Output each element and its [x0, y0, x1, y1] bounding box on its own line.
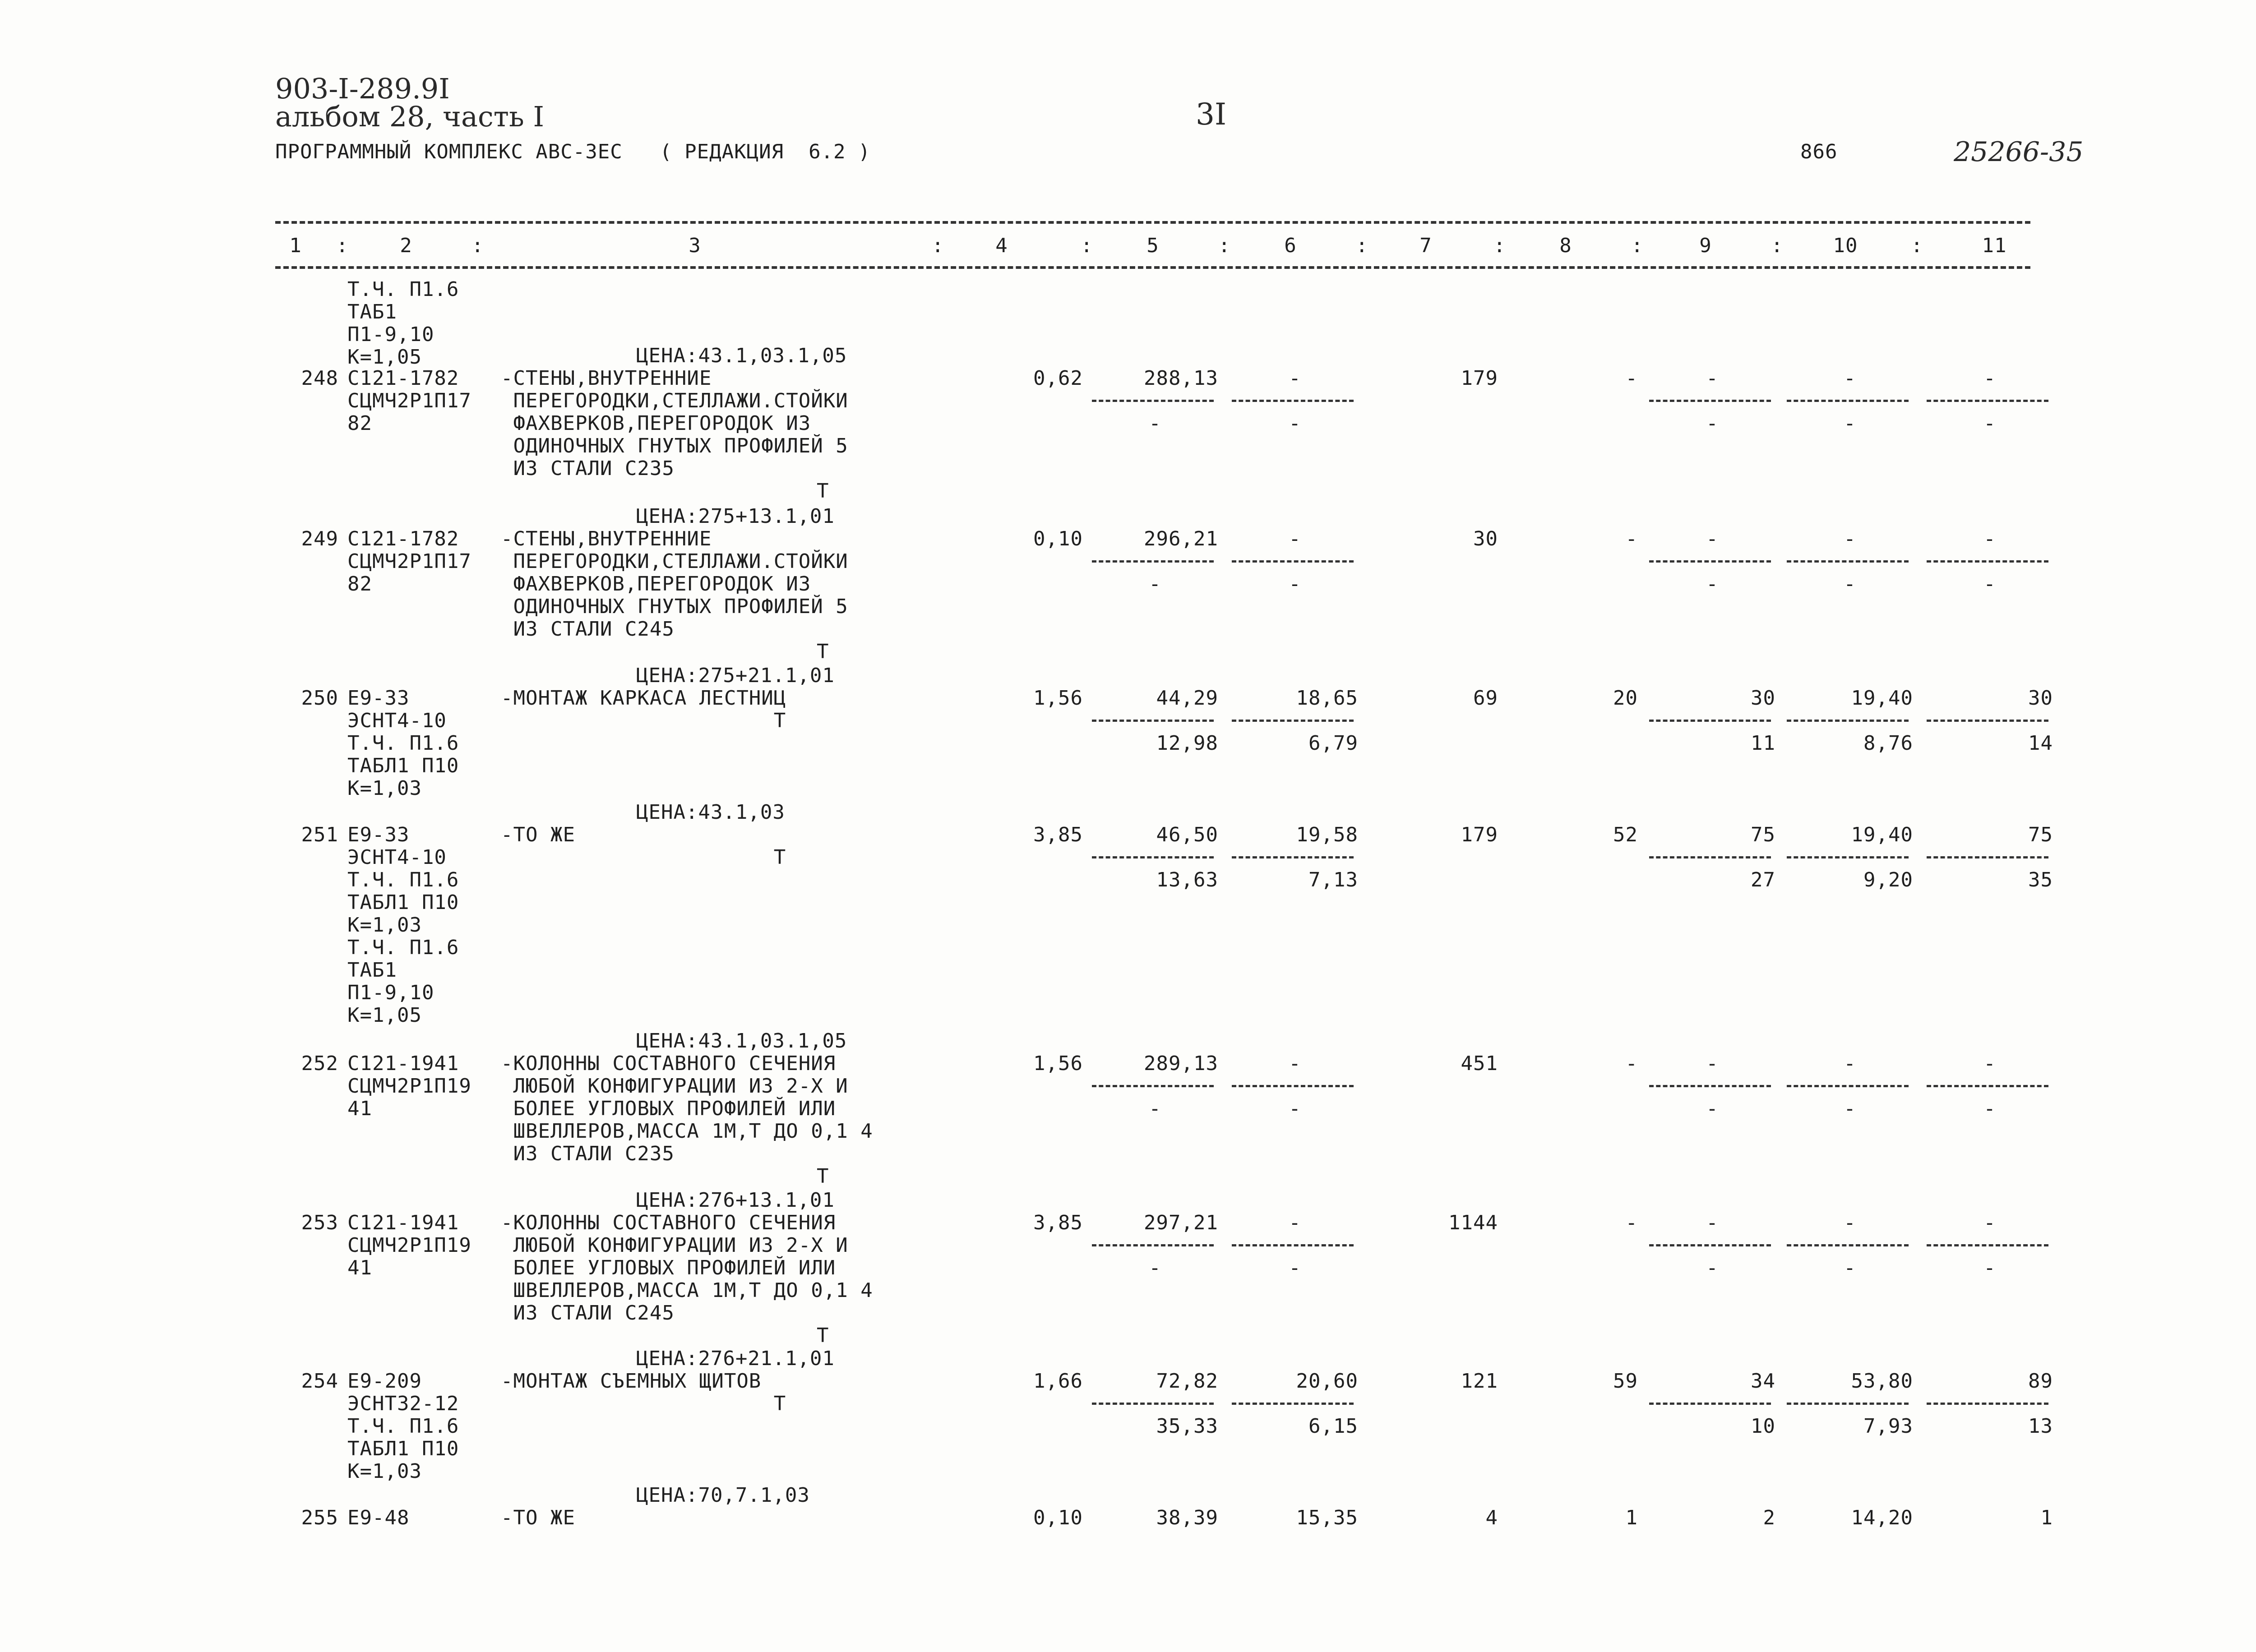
code-line: С121-1941	[347, 1211, 459, 1234]
code-line: Е9-33	[347, 823, 410, 846]
column-header-9: 9	[1699, 234, 1712, 257]
description-line: ШВЕЛЛЕРОВ,МАССА 1М,Т ДО 0,1 4	[501, 1120, 873, 1143]
unit-t-mark: Т	[817, 640, 829, 663]
value-c6-top: 18,65	[1296, 687, 1358, 710]
row-number: 249	[301, 527, 338, 550]
value-c4: 3,85	[1033, 823, 1083, 846]
value-c10-bottom: 9,20	[1863, 868, 1913, 891]
value-c5-top: 46,50	[1156, 823, 1218, 846]
price-line: ЦЕНА:275+13.1,01	[636, 505, 835, 528]
code-line: ТАБ1	[347, 959, 397, 982]
value-c10-top: 19,40	[1851, 823, 1913, 846]
description-line: ИЗ СТАЛИ С245	[501, 618, 675, 641]
price-line: ЦЕНА:43.1,03	[636, 801, 785, 824]
value-c9-bottom: 10	[1751, 1415, 1775, 1438]
value-c6-top: -	[1289, 527, 1301, 550]
value-c7: 69	[1473, 687, 1498, 710]
code-line: Т.Ч. П1.6	[347, 868, 459, 891]
value-c10-bottom: -	[1844, 1097, 1856, 1120]
value-c9-bottom: -	[1706, 572, 1719, 595]
sum-dash-9	[1649, 1085, 1771, 1087]
sum-dash-6	[1232, 1403, 1354, 1405]
page-number: 3I	[1196, 97, 1227, 132]
value-c7: 451	[1461, 1052, 1498, 1075]
code-line: ТАБЛ1 П10	[347, 754, 459, 777]
description-line: ПЕРЕГОРОДКИ,СТЕЛЛАЖИ.СТОЙКИ	[501, 389, 848, 412]
value-c10-bottom: -	[1844, 412, 1856, 435]
column-separator: :	[1911, 234, 1923, 257]
value-c8: 1	[1625, 1506, 1638, 1529]
column-header-4: 4	[995, 234, 1008, 257]
sum-dash-6	[1232, 1085, 1354, 1087]
value-c11-top: 89	[2028, 1370, 2053, 1393]
code-line: К=1,05	[347, 346, 422, 369]
column-header-7: 7	[1419, 234, 1432, 257]
code-line: СЦМЧ2Р1П17	[347, 389, 472, 412]
description-line: ФАХВЕРКОВ,ПЕРЕГОРОДОК ИЗ	[501, 572, 811, 595]
description-line: -СТЕНЫ,ВНУТРЕННИЕ	[501, 527, 712, 550]
value-c9-bottom: -	[1706, 412, 1719, 435]
album-label: альбом 28, часть I	[275, 100, 544, 133]
value-c6-top: 19,58	[1296, 823, 1358, 846]
price-line: ЦЕНА:276+21.1,01	[636, 1347, 835, 1370]
column-separator: :	[336, 234, 349, 257]
value-c8: 52	[1613, 823, 1638, 846]
code-line: 41	[347, 1097, 372, 1120]
value-c5-bottom: -	[1149, 572, 1161, 595]
value-c5-top: 44,29	[1156, 687, 1218, 710]
sum-dash-10	[1787, 856, 1909, 858]
value-c10-bottom: -	[1844, 572, 1856, 595]
value-c11-top: 1	[2040, 1506, 2053, 1529]
price-line: ЦЕНА:275+21.1,01	[636, 664, 835, 687]
value-c11-top: -	[1983, 367, 1996, 390]
description-line: -МОНТАЖ СЪЕМНЫХ ЩИТОВ	[501, 1370, 762, 1393]
value-c5-top: 296,21	[1144, 527, 1218, 550]
value-c5-top: 288,13	[1144, 367, 1218, 390]
value-c4: 1,56	[1033, 687, 1083, 710]
code-line: Т.Ч. П1.6	[347, 1415, 459, 1438]
value-c7: 1144	[1448, 1211, 1498, 1234]
value-c9-top: 34	[1751, 1370, 1775, 1393]
value-c11-bottom: 14	[2028, 732, 2053, 755]
price-line: ЦЕНА:276+13.1,01	[636, 1189, 835, 1212]
value-c10-top: 14,20	[1851, 1506, 1913, 1529]
description-line: ИЗ СТАЛИ С235	[501, 1142, 675, 1165]
doc-code: 903-I-289.9I	[275, 72, 450, 105]
sum-dash-9	[1649, 856, 1771, 858]
value-c10-bottom: 8,76	[1863, 732, 1913, 755]
value-c5-bottom: 13,63	[1156, 868, 1218, 891]
column-header-1: 1	[289, 234, 302, 257]
value-c11-bottom: 35	[2028, 868, 2053, 891]
sum-dash-10	[1787, 720, 1909, 722]
column-header-6: 6	[1284, 234, 1297, 257]
doc-number: 25266-35	[1954, 136, 2084, 168]
value-c7: 179	[1461, 823, 1498, 846]
value-c5-top: 38,39	[1156, 1506, 1218, 1529]
unit-t-mark: Т	[817, 1165, 829, 1188]
value-c10-top: 19,40	[1851, 687, 1913, 710]
value-c9-top: 30	[1751, 687, 1775, 710]
value-c6-top: 15,35	[1296, 1506, 1358, 1529]
value-c10-top: -	[1844, 1211, 1856, 1234]
sum-dash-10	[1787, 560, 1909, 563]
value-c4: 1,56	[1033, 1052, 1083, 1075]
value-c6-bottom: 7,13	[1308, 868, 1358, 891]
sum-dash-9	[1649, 560, 1771, 563]
value-c8: -	[1625, 367, 1638, 390]
sum-dash-6	[1232, 720, 1354, 722]
value-c7: 179	[1461, 367, 1498, 390]
sum-dash-6	[1232, 1244, 1354, 1246]
sum-dash-6	[1232, 400, 1354, 402]
unit-t-mark: Т	[817, 480, 829, 503]
code-line: К=1,03	[347, 1460, 422, 1483]
code-line: 41	[347, 1256, 372, 1279]
value-c8: -	[1625, 527, 1638, 550]
description-line: БОЛЕЕ УГЛОВЫХ ПРОФИЛЕЙ ИЛИ	[501, 1097, 836, 1120]
description-line: -КОЛОННЫ СОСТАВНОГО СЕЧЕНИЯ	[501, 1211, 836, 1234]
value-c6-bottom: -	[1289, 1256, 1301, 1279]
code-line: ЭСНТ4-10	[347, 709, 447, 732]
value-c10-top: 53,80	[1851, 1370, 1913, 1393]
value-c10-bottom: 7,93	[1863, 1415, 1913, 1438]
column-separator: :	[1493, 234, 1506, 257]
column-separator: :	[932, 234, 944, 257]
value-c11-top: -	[1983, 1211, 1996, 1234]
value-c10-top: -	[1844, 1052, 1856, 1075]
description-line: Т	[501, 709, 786, 732]
sum-dash-11	[1927, 560, 2048, 563]
value-c9-bottom: -	[1706, 1256, 1719, 1279]
value-c4: 0,10	[1033, 527, 1083, 550]
sum-dash-11	[1927, 1244, 2048, 1246]
value-c11-top: 30	[2028, 687, 2053, 710]
code-line: К=1,03	[347, 777, 422, 800]
code-line: ЭСНТ4-10	[347, 846, 447, 869]
sum-dash-10	[1787, 1244, 1909, 1246]
code-line: К=1,03	[347, 914, 422, 937]
value-c9-bottom: -	[1706, 1097, 1719, 1120]
description-line: -ТО ЖЕ	[501, 1506, 575, 1529]
column-separator: :	[1631, 234, 1644, 257]
sum-dash-6	[1232, 560, 1354, 563]
sum-dash-11	[1927, 400, 2048, 402]
code-line: 82	[347, 572, 372, 595]
code-line: С121-1782	[347, 527, 459, 550]
row-number: 248	[301, 367, 338, 390]
unit-t-mark: Т	[817, 1324, 829, 1347]
sum-dash-9	[1649, 1403, 1771, 1405]
description-line: -КОЛОННЫ СОСТАВНОГО СЕЧЕНИЯ	[501, 1052, 836, 1075]
sum-dash-11	[1927, 856, 2048, 858]
column-header-5: 5	[1146, 234, 1159, 257]
row-number: 254	[301, 1370, 338, 1393]
column-separator: :	[1771, 234, 1784, 257]
code-line: ТАБ1	[347, 300, 397, 323]
sum-dash-10	[1787, 400, 1909, 402]
value-c6-bottom: -	[1289, 1097, 1301, 1120]
value-c5-bottom: -	[1149, 412, 1161, 435]
code-line: Т.Ч. П1.6	[347, 936, 459, 959]
row-number: 253	[301, 1211, 338, 1234]
code-line: СЦМЧ2Р1П19	[347, 1234, 472, 1257]
value-c8: 59	[1613, 1370, 1638, 1393]
value-c7: 4	[1485, 1506, 1498, 1529]
value-c11-bottom: -	[1983, 572, 1996, 595]
value-c11-bottom: -	[1983, 412, 1996, 435]
code-line: Т.Ч. П1.6	[347, 278, 459, 301]
value-c4: 1,66	[1033, 1370, 1083, 1393]
value-c5-bottom: -	[1149, 1097, 1161, 1120]
value-c4: 3,85	[1033, 1211, 1083, 1234]
sum-dash-5	[1092, 1403, 1214, 1405]
column-header-3: 3	[689, 234, 701, 257]
sum-dash-5	[1092, 720, 1214, 722]
description-line: ПЕРЕГОРОДКИ,СТЕЛЛАЖИ.СТОЙКИ	[501, 550, 848, 573]
value-c10-top: -	[1844, 367, 1856, 390]
value-c8: -	[1625, 1211, 1638, 1234]
sum-dash-11	[1927, 720, 2048, 722]
code-line: ТАБЛ1 П10	[347, 1437, 459, 1460]
value-c10-bottom: -	[1844, 1256, 1856, 1279]
value-c6-top: -	[1289, 1052, 1301, 1075]
column-separator: :	[472, 234, 484, 257]
value-c6-bottom: 6,15	[1308, 1415, 1358, 1438]
row-number: 255	[301, 1506, 338, 1529]
sum-dash-5	[1092, 560, 1214, 563]
column-header-11: 11	[1982, 234, 2007, 257]
description-line: ЛЮБОЙ КОНФИГУРАЦИИ ИЗ 2-Х И	[501, 1234, 848, 1257]
description-line: ИЗ СТАЛИ С235	[501, 457, 675, 480]
value-c11-top: -	[1983, 1052, 1996, 1075]
value-c9-top: -	[1706, 527, 1719, 550]
value-c4: 0,10	[1033, 1506, 1083, 1529]
sum-dash-11	[1927, 1085, 2048, 1087]
value-c5-bottom: 35,33	[1156, 1415, 1218, 1438]
code-line: Е9-48	[347, 1506, 410, 1529]
code-line: СЦМЧ2Р1П19	[347, 1075, 472, 1098]
value-c5-top: 289,13	[1144, 1052, 1218, 1075]
value-c9-top: -	[1706, 1211, 1719, 1234]
description-line: ОДИНОЧНЫХ ГНУТЫХ ПРОФИЛЕЙ 5	[501, 595, 848, 618]
value-c5-top: 297,21	[1144, 1211, 1218, 1234]
value-c9-top: 75	[1751, 823, 1775, 846]
value-c5-bottom: 12,98	[1156, 732, 1218, 755]
description-line: ОДИНОЧНЫХ ГНУТЫХ ПРОФИЛЕЙ 5	[501, 434, 848, 457]
value-c9-top: -	[1706, 367, 1719, 390]
description-line: -ТО ЖЕ	[501, 823, 575, 846]
value-c9-bottom: 11	[1751, 732, 1775, 755]
description-line: ФАХВЕРКОВ,ПЕРЕГОРОДОК ИЗ	[501, 412, 811, 435]
value-c7: 30	[1473, 527, 1498, 550]
value-c11-top: -	[1983, 527, 1996, 550]
value-c5-bottom: -	[1149, 1256, 1161, 1279]
sum-dash-10	[1787, 1085, 1909, 1087]
description-line: Т	[501, 1392, 786, 1415]
code-line: К=1,05	[347, 1004, 422, 1027]
value-c8: 20	[1613, 687, 1638, 710]
value-c9-top: 2	[1763, 1506, 1775, 1529]
price-line: ЦЕНА:70,7.1,03	[636, 1484, 810, 1507]
value-c6-bottom: 6,79	[1308, 732, 1358, 755]
value-c11-top: 75	[2028, 823, 2053, 846]
column-header-8: 8	[1559, 234, 1572, 257]
value-c6-top: 20,60	[1296, 1370, 1358, 1393]
code-line: ЭСНТ32-12	[347, 1392, 459, 1415]
sum-dash-9	[1649, 400, 1771, 402]
value-c6-bottom: -	[1289, 572, 1301, 595]
value-c9-top: -	[1706, 1052, 1719, 1075]
column-header-10: 10	[1833, 234, 1858, 257]
header-bottom-rule	[275, 266, 2030, 269]
description-line: -МОНТАЖ КАРКАСА ЛЕСТНИЦ	[501, 687, 786, 710]
code-line: Т.Ч. П1.6	[347, 732, 459, 755]
value-c6-bottom: -	[1289, 412, 1301, 435]
row-number: 250	[301, 687, 338, 710]
value-c10-top: -	[1844, 527, 1856, 550]
value-c11-bottom: -	[1983, 1256, 1996, 1279]
sum-dash-10	[1787, 1403, 1909, 1405]
value-c11-bottom: -	[1983, 1097, 1996, 1120]
sum-dash-6	[1232, 856, 1354, 858]
price-line: ЦЕНА:43.1,03.1,05	[636, 344, 847, 367]
program-line: ПРОГРАММНЫЙ КОМПЛЕКС АВС-3ЕС ( РЕДАКЦИЯ 6.2 )	[275, 140, 871, 163]
description-line: -СТЕНЫ,ВНУТРЕННИЕ	[501, 367, 712, 390]
sum-dash-11	[1927, 1403, 2048, 1405]
value-c6-top: -	[1289, 367, 1301, 390]
description-line: ШВЕЛЛЕРОВ,МАССА 1М,Т ДО 0,1 4	[501, 1279, 873, 1302]
code-line: Е9-209	[347, 1370, 422, 1393]
sum-dash-5	[1092, 1244, 1214, 1246]
description-line: БОЛЕЕ УГЛОВЫХ ПРОФИЛЕЙ ИЛИ	[501, 1256, 836, 1279]
description-line: ИЗ СТАЛИ С245	[501, 1301, 675, 1324]
code-866: 866	[1800, 140, 1838, 163]
column-separator: :	[1081, 234, 1093, 257]
value-c8: -	[1625, 1052, 1638, 1075]
column-header-2: 2	[400, 234, 412, 257]
row-number: 251	[301, 823, 338, 846]
code-line: П1-9,10	[347, 323, 435, 346]
code-line: 82	[347, 412, 372, 435]
code-line: С121-1782	[347, 367, 459, 390]
value-c4: 0,62	[1033, 367, 1083, 390]
column-separator: :	[1218, 234, 1231, 257]
code-line: С121-1941	[347, 1052, 459, 1075]
sum-dash-9	[1649, 720, 1771, 722]
value-c9-bottom: 27	[1751, 868, 1775, 891]
code-line: П1-9,10	[347, 981, 435, 1004]
code-line: Е9-33	[347, 687, 410, 710]
value-c11-bottom: 13	[2028, 1415, 2053, 1438]
column-separator: :	[1356, 234, 1368, 257]
description-line: Т	[501, 846, 786, 869]
value-c5-top: 72,82	[1156, 1370, 1218, 1393]
sum-dash-5	[1092, 856, 1214, 858]
value-c6-top: -	[1289, 1211, 1301, 1234]
row-number: 252	[301, 1052, 338, 1075]
sum-dash-9	[1649, 1244, 1771, 1246]
code-line: ТАБЛ1 П10	[347, 891, 459, 914]
sum-dash-5	[1092, 400, 1214, 402]
code-line: СЦМЧ2Р1П17	[347, 550, 472, 573]
price-line: ЦЕНА:43.1,03.1,05	[636, 1029, 847, 1052]
header-top-rule	[275, 221, 2030, 224]
description-line: ЛЮБОЙ КОНФИГУРАЦИИ ИЗ 2-Х И	[501, 1075, 848, 1098]
value-c7: 121	[1461, 1370, 1498, 1393]
sum-dash-5	[1092, 1085, 1214, 1087]
